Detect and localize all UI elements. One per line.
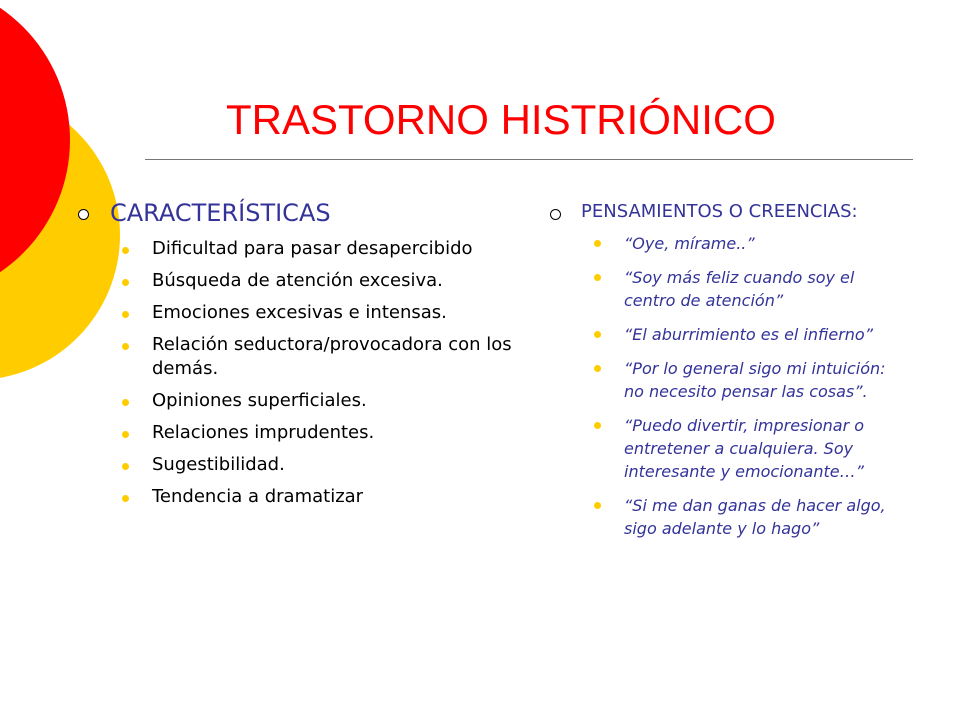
beliefs-heading: PENSAMIENTOS O CREENCIAS: [581, 201, 858, 222]
yellow-dot-bullet-icon [122, 431, 129, 438]
list-item [594, 232, 910, 255]
list-item [122, 301, 538, 325]
list-item-text: “Si me dan ganas de hacer algo, sigo adelante y lo hago” [624, 496, 886, 538]
list-item-text: “Soy más feliz cuando soy el centro de atención” [624, 268, 855, 310]
list-item-text: Opiniones superficiales. [152, 390, 367, 411]
yellow-dot-bullet-icon [594, 422, 601, 429]
list-item [594, 494, 910, 540]
list-item [594, 414, 910, 483]
hollow-circle-bullet-icon [550, 209, 561, 220]
yellow-dot-bullet-icon [122, 247, 129, 254]
slide-title: TRASTORNO HISTRIÓNICO [226, 96, 776, 143]
list-item-text: Sugestibilidad. [152, 454, 285, 475]
list-item [122, 333, 538, 381]
characteristics-column [78, 197, 538, 517]
list-item-text: Relaciones imprudentes. [152, 422, 375, 443]
characteristics-heading-row [78, 197, 538, 229]
list-item [594, 323, 910, 346]
yellow-dot-bullet-icon [122, 463, 129, 470]
yellow-dot-bullet-icon [594, 365, 601, 372]
list-item [594, 357, 910, 403]
list-item-text: Emociones excesivas e intensas. [152, 302, 447, 323]
list-item [122, 269, 538, 293]
list-item-text: “Por lo general sigo mi intuición: no necesito pensar las cosas”. [624, 359, 886, 401]
list-item-text: “Puedo divertir, impresionar o entretener a cualquiera. Soy interesante y emocionante…” [624, 416, 865, 481]
yellow-dot-bullet-icon [122, 311, 129, 318]
characteristics-heading: CARACTERÍSTICAS [110, 199, 331, 227]
yellow-dot-bullet-icon [594, 331, 601, 338]
list-item [122, 485, 538, 509]
list-item [122, 453, 538, 477]
yellow-dot-bullet-icon [594, 274, 601, 281]
yellow-dot-bullet-icon [594, 502, 601, 509]
list-item [594, 266, 910, 312]
yellow-dot-bullet-icon [122, 343, 129, 350]
yellow-dot-bullet-icon [122, 399, 129, 406]
beliefs-list [594, 232, 910, 540]
list-item-text: Búsqueda de atención excesiva. [152, 270, 443, 291]
list-item-text: Tendencia a dramatizar [152, 486, 364, 507]
title-divider [145, 159, 913, 160]
characteristics-list [122, 237, 538, 509]
yellow-dot-bullet-icon [594, 240, 601, 247]
list-item-text: “El aburrimiento es el infierno” [624, 325, 873, 344]
list-item [122, 389, 538, 413]
beliefs-column [550, 200, 910, 551]
list-item [122, 237, 538, 261]
yellow-dot-bullet-icon [122, 495, 129, 502]
list-item-text: “Oye, mírame..” [624, 234, 755, 253]
beliefs-heading-row [550, 200, 910, 224]
list-item-text: Dificultad para pasar desapercibido [152, 238, 473, 259]
yellow-dot-bullet-icon [122, 279, 129, 286]
hollow-circle-bullet-icon [78, 209, 89, 220]
list-item-text: Relación seductora/provocadora con los demás. [152, 334, 512, 379]
list-item [122, 421, 538, 445]
